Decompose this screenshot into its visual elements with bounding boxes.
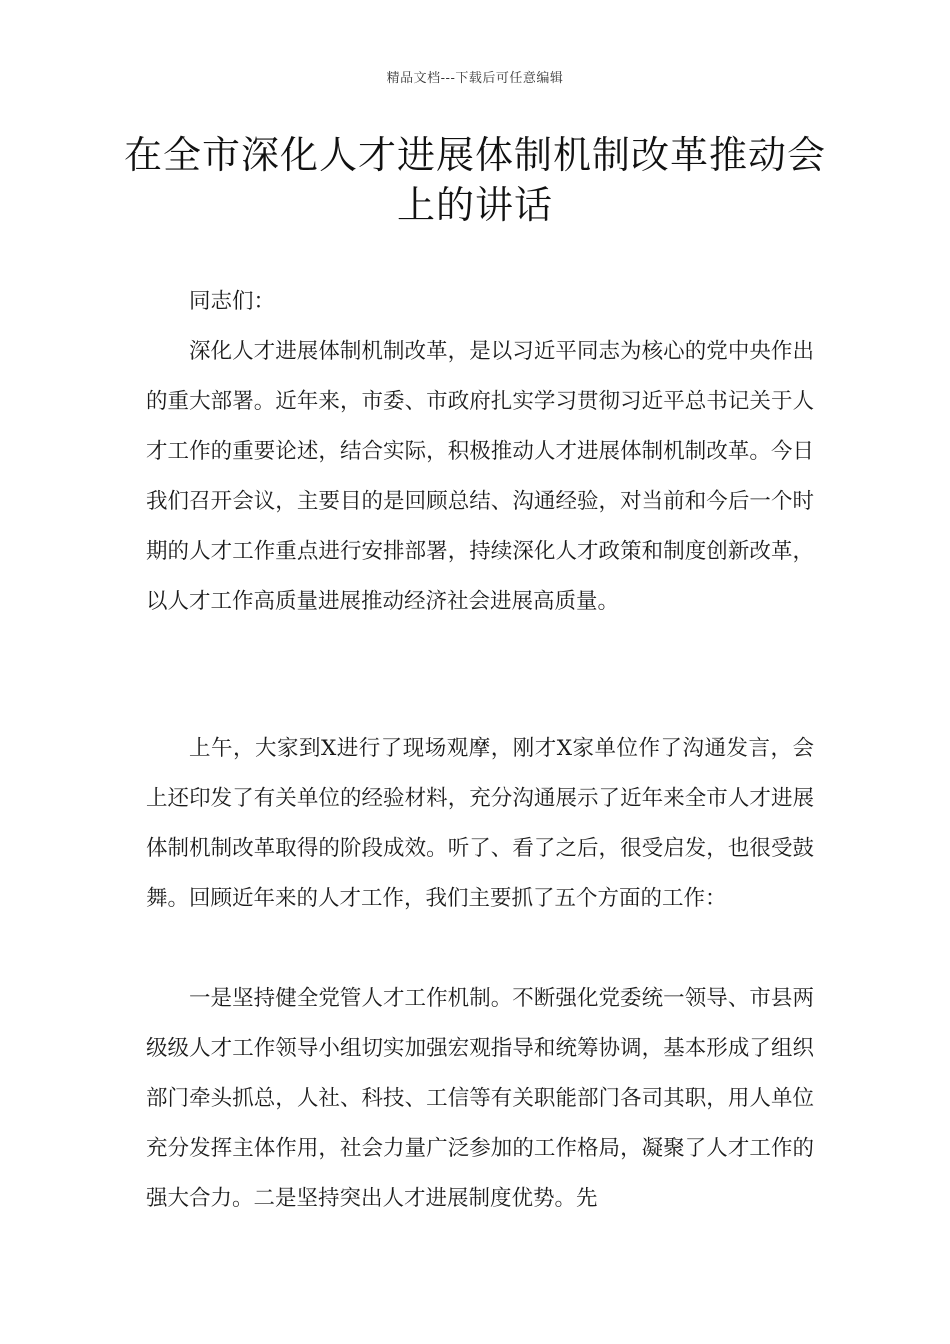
paragraph-text: 深化人才进展体制机制改革，是以习近平同志为核心的党中央作出的重大部署。近年来，市委、市政府扎实学习贯彻习近平总书记关于人才工作的重要论述，结合实际，积极推动人才进展体制机制改革。今日我们召开会议，主要目的是回顾总结、沟通经验，对当前和今后一个时期的人才工作重点进行安排部署，持续深化人才政策和制度创新改革，以人才工作高质量进展推动经济社会进展高质量。 (146, 339, 814, 614)
paragraph-text: 上午，大家到X进行了现场观摩，刚才X家单位作了沟通发言，会上还印发了有关单位的经验材料，充分沟通展示了近年来全市人才进展体制机制改革取得的阶段成效。听了、看了之后，很受启发，也很受鼓舞。回顾近年来的人才工作，我们主要抓了五个方面的工作： (146, 736, 814, 911)
greeting-block (146, 277, 814, 327)
greeting-text: 同志们： (189, 289, 276, 314)
header-note: 精品文档---下载后可任意编辑 (386, 71, 564, 86)
paragraph-2 (146, 724, 814, 924)
paragraph-text: 一是坚持健全党管人才工作机制。不断强化党委统一领导、市县两级级人才工作领导小组切实加强宏观指导和统筹协调，基本形成了组织部门牵头抓总，人社、科技、工信等有关职能部门各司其职，用人单位充分发挥主体作用，社会力量广泛参加的工作格局，凝聚了人才工作的强大合力。二是坚持突出人才进展制度优势。先 (146, 986, 814, 1211)
paragraph-1 (146, 327, 814, 627)
page-title: 在全市深化人才进展体制机制改革推动会上的讲话 (123, 133, 826, 227)
paragraph-3 (146, 974, 814, 1224)
